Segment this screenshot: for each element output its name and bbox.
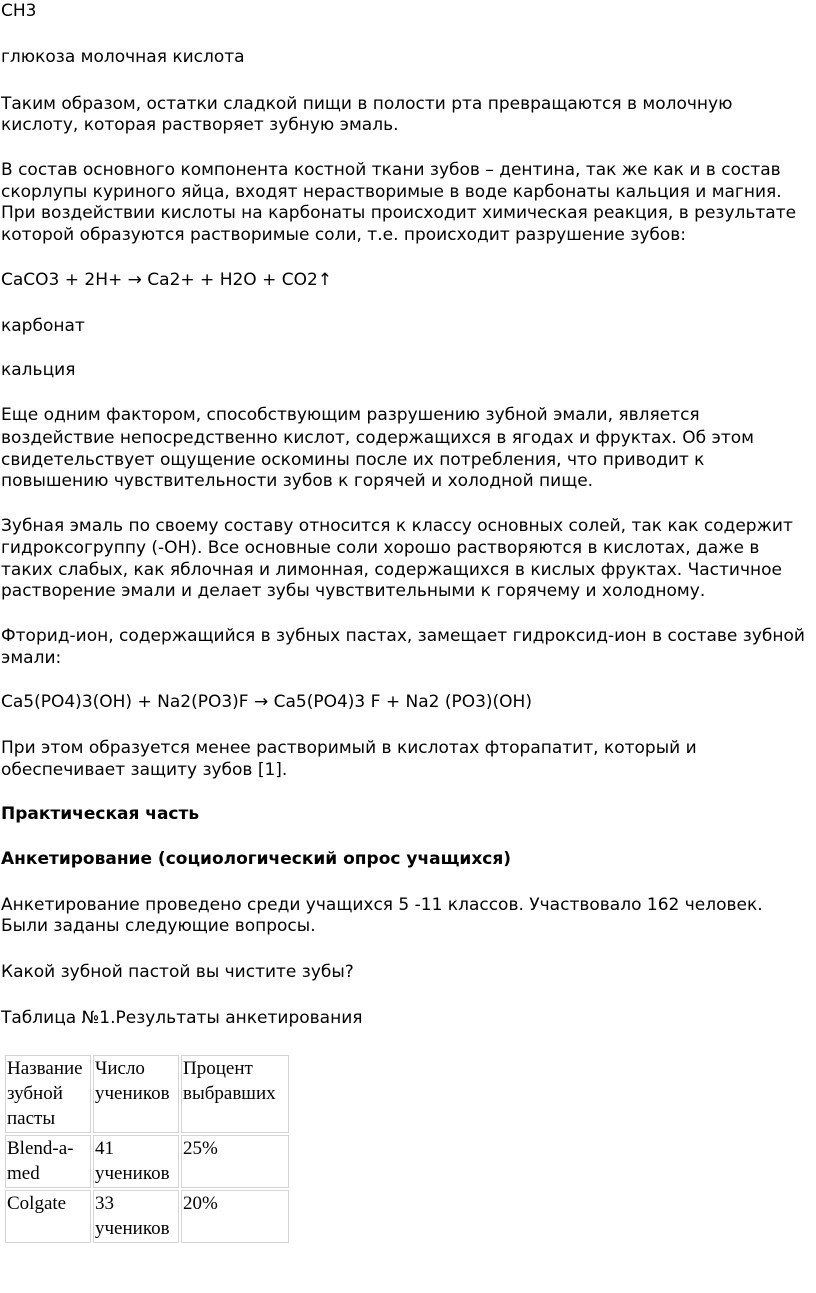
paragraph-line: воздействие непосредственно кислот, содержащихся в ягодах и фруктах. Об этом xyxy=(1,428,754,448)
table-header-row xyxy=(5,1055,289,1133)
table-row xyxy=(5,1190,289,1243)
cell-text: выбравших xyxy=(183,1083,276,1104)
cell-count xyxy=(93,1190,179,1243)
formula-fragment-ch3: CH3 xyxy=(1,1,37,21)
results-table xyxy=(3,1053,291,1245)
chemical-equation-carbonate: CaCO3 + 2H+ → Ca2+ + H2O + CO2↑ xyxy=(1,270,333,290)
paragraph-line: свидетельствует ощущение оскомины после их потребления, что приводит к xyxy=(1,450,705,470)
cell-text: учеников xyxy=(95,1163,170,1184)
paragraph-line: повышению чувствительности зубов к горячей и холодной пище. xyxy=(1,471,594,491)
cell-text: учеников xyxy=(95,1083,170,1104)
header-cell-toothpaste xyxy=(5,1055,91,1133)
table-row xyxy=(5,1135,289,1188)
cell-text: пасты xyxy=(7,1108,56,1129)
paragraph-line: Анкетирование проведено среди учащихся 5 -11 классов. Участвовало 162 человек. xyxy=(1,895,763,915)
reaction-labels: глюкоза молочная кислота xyxy=(1,47,245,67)
paragraph-line: растворение эмали и делает зубы чувствительными к горячему и холодному. xyxy=(1,581,706,601)
cell-text: 25% xyxy=(183,1138,218,1159)
section-heading-practical: Практическая часть xyxy=(1,804,200,824)
label-carbonate: карбонат xyxy=(1,316,85,336)
cell-text: Colgate xyxy=(7,1193,67,1214)
cell-text: Процент xyxy=(183,1058,253,1079)
paragraph-line: Зубная эмаль по своему составу относится к классу основных солей, так как содержит xyxy=(1,516,793,536)
paragraph-line: Еще одним фактором, способствующим разрушению зубной эмали, является xyxy=(1,405,700,425)
cell-text: Число xyxy=(95,1058,145,1079)
cell-toothpaste xyxy=(5,1135,91,1188)
paragraph-line: скорлупы куриного яйца, входят нерастворимые в воде карбонаты кальция и магния. xyxy=(1,182,782,202)
label-calcium: кальция xyxy=(1,360,76,380)
cell-text: 41 xyxy=(95,1138,114,1159)
paragraph-line: Таким образом, остатки сладкой пищи в полости рта превращаются в молочную xyxy=(1,94,733,114)
header-cell-count xyxy=(93,1055,179,1133)
paragraph-line: Фторид-ион, содержащийся в зубных пастах, замещает гидроксид-ион в составе зубной xyxy=(1,626,805,646)
paragraph-line: При воздействии кислоты на карбонаты происходит химическая реакция, в результате xyxy=(1,203,797,223)
chemical-equation-fluorapatite: Ca5(PO4)3(OH) + Na2(PO3)F → Ca5(PO4)3 F + Na2 (PO3)(OH) xyxy=(1,692,532,712)
cell-toothpaste xyxy=(5,1190,91,1243)
cell-text: 20% xyxy=(183,1193,218,1214)
cell-text: 33 xyxy=(95,1193,114,1214)
cell-text: Название xyxy=(7,1058,83,1079)
header-cell-percent xyxy=(181,1055,289,1133)
cell-text: Blend-a- xyxy=(7,1138,74,1159)
paragraph-line: Были заданы следующие вопросы. xyxy=(1,916,316,936)
table-caption: Таблица №1.Результаты анкетирования xyxy=(1,1008,363,1028)
cell-count xyxy=(93,1135,179,1188)
paragraph-line: гидроксогруппу (-OH). Все основные соли хорошо растворяются в кислотах, даже в xyxy=(1,538,760,558)
cell-percent xyxy=(181,1135,289,1188)
paragraph-line: обеспечивает защиту зубов [1]. xyxy=(1,760,288,780)
cell-text: med xyxy=(7,1163,40,1184)
cell-text: зубной xyxy=(7,1083,63,1104)
cell-percent xyxy=(181,1190,289,1243)
paragraph-line: При этом образуется менее растворимый в кислотах фторапатит, который и xyxy=(1,738,697,758)
cell-text: учеников xyxy=(95,1218,170,1239)
survey-question: Какой зубной пастой вы чистите зубы? xyxy=(1,962,354,982)
paragraph-line: кислоту, которая растворяет зубную эмаль. xyxy=(1,115,399,135)
section-heading-survey: Анкетирование (социологический опрос учащихся) xyxy=(1,849,512,869)
paragraph-line: таких слабых, как яблочная и лимонная, содержащихся в кислых фруктах. Частичное xyxy=(1,560,782,580)
paragraph-line: В состав основного компонента костной ткани зубов – дентина, так же как и в состав xyxy=(1,160,781,180)
paragraph-line: которой образуются растворимые соли, т.е. происходит разрушение зубов: xyxy=(1,225,687,245)
paragraph-line: эмали: xyxy=(1,648,62,668)
